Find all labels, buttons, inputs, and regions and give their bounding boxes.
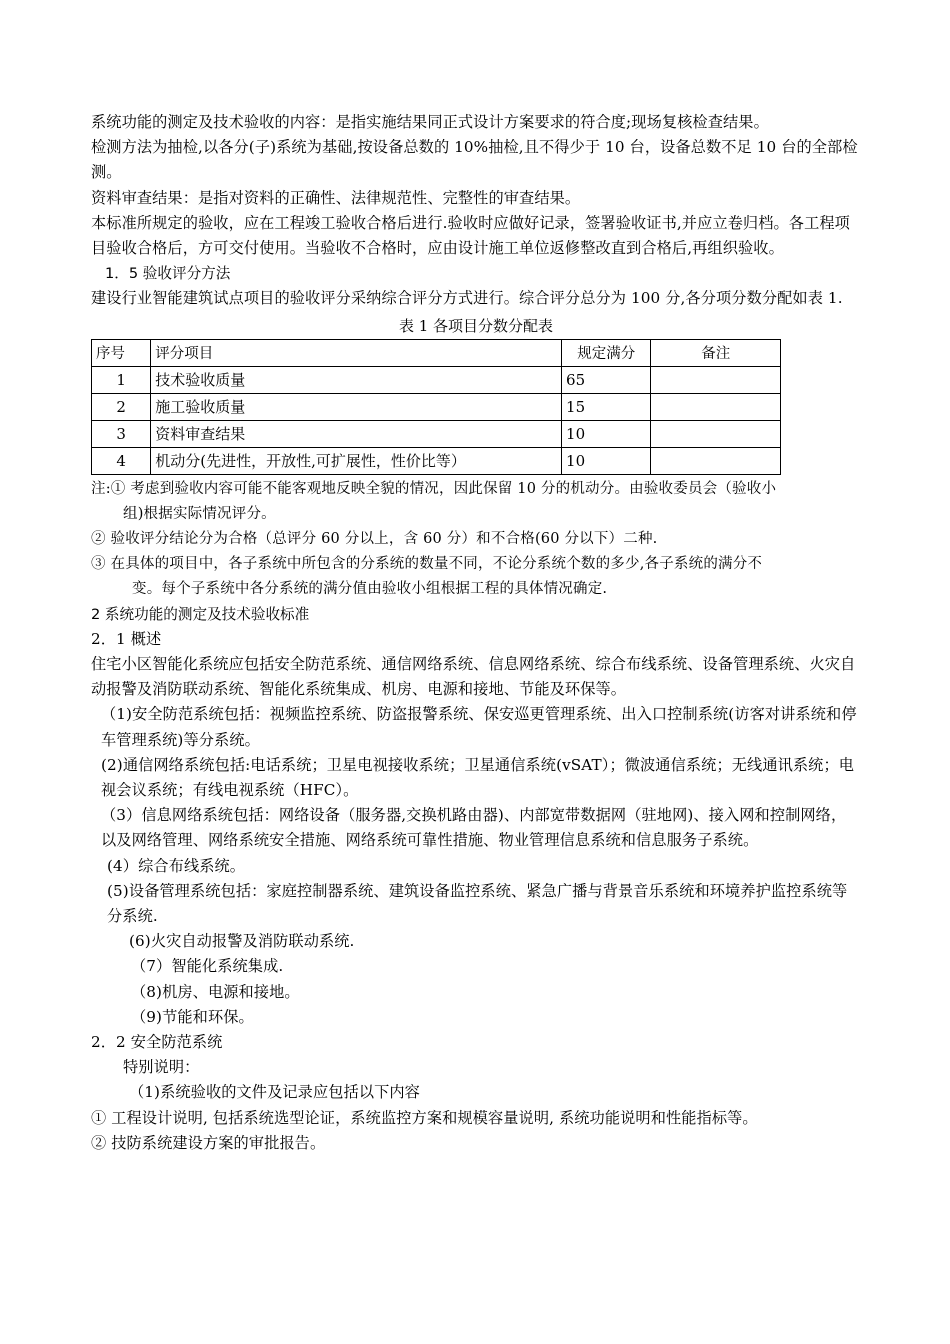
- list-item: （8)机房、电源和接地。: [131, 982, 300, 1001]
- special-note-1: （1)系统验收的文件及记录应包括以下内容: [129, 1083, 420, 1102]
- note-3-line-1: ③ 在具体的项目中，各子系统中所包含的分系统的数量不同，不论分系统个数的多少,各子系统的满分不: [91, 555, 763, 572]
- row-max: 65: [562, 366, 651, 393]
- row-item: 资料审查结果: [151, 420, 562, 447]
- row-note: [651, 420, 781, 447]
- para-doc-review: 资料审查结果：是指对资料的正确性、法律规范性、完整性的审查结果。: [91, 188, 581, 207]
- list-item: (5)设备管理系统包括：家庭控制器系统、建筑设备监控系统、紧急广播与背景音乐系统和环境养护监控系统等分系统.: [107, 881, 848, 926]
- row-note: [651, 447, 781, 474]
- note-1-line-1: 注:① 考虑到验收内容可能不能客观地反映全貌的情况，因此保留 10 分的机动分。由验收委员会（验收小: [91, 480, 777, 497]
- header-item: 评分项目: [151, 339, 562, 366]
- para-test-method: 检测方法为抽检,以各分(子)系统为基础,按设备总数的 10%抽检,且不得少于 10 台，设备总数不足 10 台的全部检测。: [91, 138, 858, 182]
- list-item: （7）智能化系统集成.: [131, 957, 284, 976]
- score-table: [91, 339, 781, 475]
- note-2: ② 验收评分结论分为合格（总评分 60 分以上，含 60 分）和不合格(60 分以下）二种.: [91, 530, 658, 547]
- doc-item-1: ① 工程设计说明, 包括系统选型论证，系统监控方案和规模容量说明, 系统功能说明和性能指标等。: [91, 1108, 758, 1127]
- row-item: 施工验收质量: [151, 393, 562, 420]
- row-item: 机动分(先进性，开放性,可扩展性，性价比等）: [151, 447, 562, 474]
- note-3-line-2: 变。每个子系统中各分系统的满分值由验收小组根据工程的具体情况确定.: [132, 580, 608, 597]
- row-max: 15: [562, 393, 651, 420]
- table-header-row: [92, 339, 781, 366]
- row-no: 4: [92, 447, 151, 474]
- list-item: （3）信息网络系统包括：网络设备（服务器,交换机路由器)、内部宽带数据网（驻地网)、接入网和控制网络，以及网络管理、网络系统安全措施、网络系统可靠性措施、物业管理信息系统和信息服务子系统。: [101, 806, 847, 850]
- heading-2-1: 2．1 概述: [91, 629, 162, 648]
- para-acceptance-rule: 本标准所规定的验收，应在工程竣工验收合格后进行.验收时应做好记录，签署验收证书,并应立卷归档。各工程项目验收合格后，方可交付使用。当验收不合格时，应由设计施工单位返修整改直到合格后,再组织验收。: [91, 213, 850, 258]
- list-item: （9)节能和环保。: [131, 1007, 254, 1026]
- table-row: [92, 366, 781, 393]
- para-scoring-method: 建设行业智能建筑试点项目的验收评分采纳综合评分方式进行。综合评分总分为 100 分,各分项分数分配如表 1.: [91, 289, 843, 308]
- para-overview: 住宅小区智能化系统应包括安全防范系统、通信网络系统、信息网络系统、综合布线系统、设备管理系统、火灾自动报警及消防联动系统、智能化系统集成、机房、电源和接地、节能及环保等。: [91, 655, 856, 699]
- header-max: 规定满分: [562, 339, 651, 366]
- para-test-content: 系统功能的测定及技术验收的内容：是指实施结果同正式设计方案要求的符合度;现场复核检查结果。: [91, 113, 769, 131]
- row-max: 10: [562, 447, 651, 474]
- row-note: [651, 366, 781, 393]
- heading-2-2: 2．2 安全防范系统: [91, 1033, 223, 1052]
- note-3: [91, 552, 861, 602]
- header-no: 序号: [92, 339, 151, 366]
- header-note: 备注: [651, 339, 781, 366]
- table-notes: [91, 477, 861, 602]
- table-row: [92, 447, 781, 474]
- row-note: [651, 393, 781, 420]
- heading-1-5: 1．5 验收评分方法: [105, 265, 231, 283]
- table-caption: 表 1 各项目分数分配表: [398, 316, 554, 335]
- heading-2: 2 系统功能的测定及技术验收标准: [91, 605, 310, 623]
- table-row: [92, 393, 781, 420]
- document-page: [91, 110, 861, 1156]
- row-item: 技术验收质量: [151, 366, 562, 393]
- row-no: 1: [92, 366, 151, 393]
- list-item: （1)安全防范系统包括：视频监控系统、防盗报警系统、保安巡更管理系统、出入口控制系统(访客对讲系统和停车管理系统)等分系统。: [101, 705, 857, 749]
- note-1-line-2: 组)根据实际情况评分。: [123, 505, 276, 522]
- list-item: (6)火灾自动报警及消防联动系统.: [129, 932, 355, 951]
- note-1: [91, 477, 861, 527]
- list-item: (4）综合布线系统。: [107, 856, 246, 875]
- row-no: 2: [92, 393, 151, 420]
- doc-item-2: ② 技防系统建设方案的审批报告。: [91, 1133, 326, 1152]
- table-row: [92, 420, 781, 447]
- row-max: 10: [562, 420, 651, 447]
- row-no: 3: [92, 420, 151, 447]
- special-note-label: 特别说明：: [123, 1058, 200, 1077]
- list-item: (2)通信网络系统包括:电话系统；卫星电视接收系统；卫星通信系统(vSAT）；微波通信系统；无线通讯系统；电视会议系统；有线电视系统（HFC）。: [101, 755, 855, 800]
